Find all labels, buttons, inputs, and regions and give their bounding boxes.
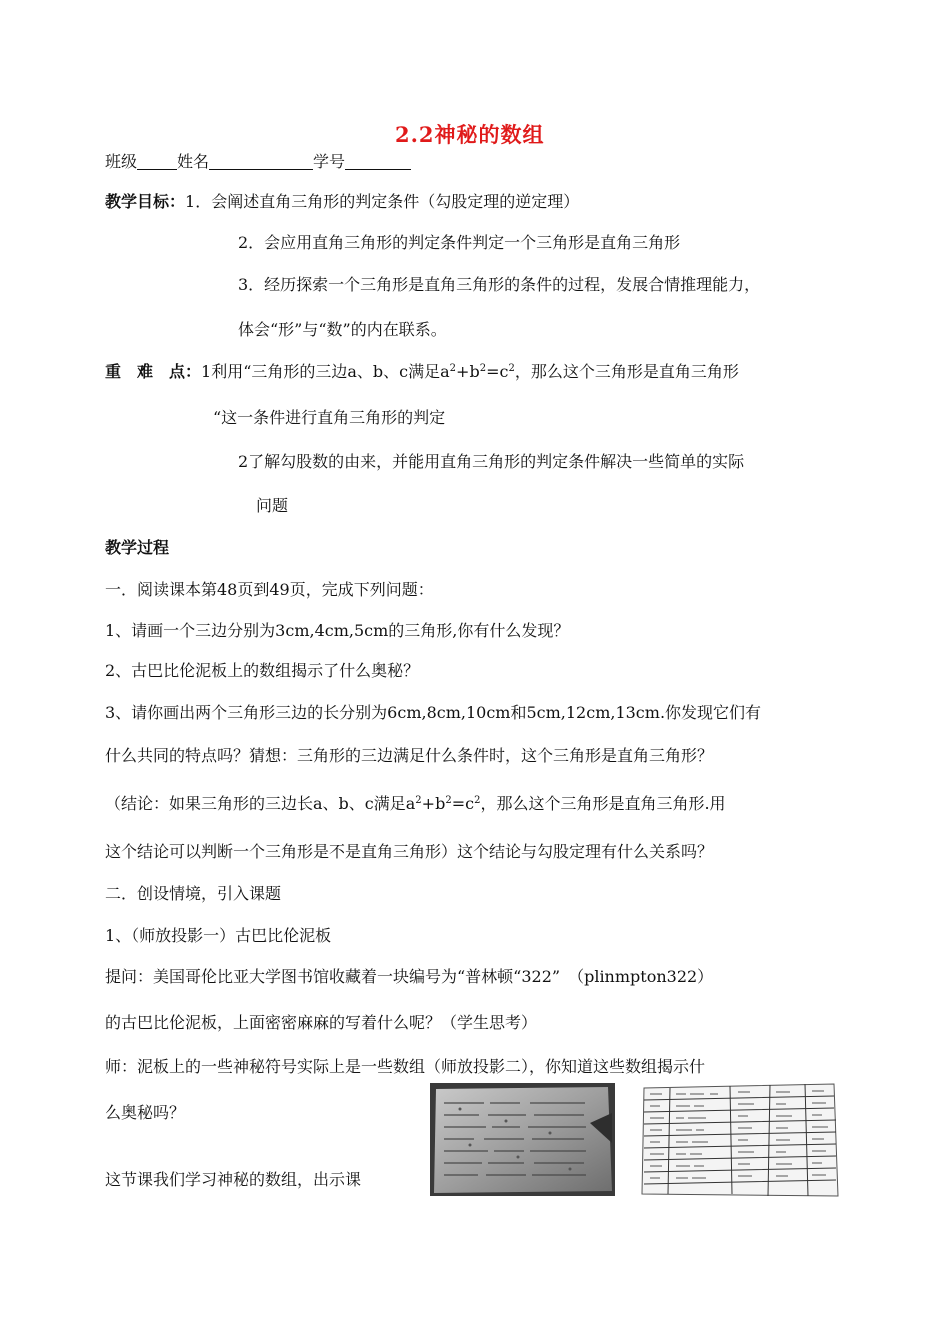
ask-line-2: 的古巴比伦泥板，上面密密麻麻的写着什么呢？（学生思考）	[105, 1013, 538, 1032]
question-2: 2、古巴比伦泥板上的数组揭示了什么奥秘？	[105, 661, 420, 680]
objective-2: 2．会应用直角三角形的判定条件判定一个三角形是直角三角形	[238, 233, 681, 252]
key-point-line-1: 重 难 点：1利用“三角形的三边a、b、c满足$a^2+b^2=c^2$，那么这个三角形是直角三角形	[105, 362, 739, 381]
number-table-image	[640, 1080, 840, 1200]
teacher-line-2: 么奥秘吗？	[105, 1103, 186, 1122]
section-1-heading: 一．阅读课本第48页到49页，完成下列问题：	[105, 580, 434, 599]
section-2-heading: 二．创设情境，引入课题	[105, 884, 282, 903]
id-blank[interactable]	[345, 153, 411, 170]
objective-1: 1．会阐述直角三角形的判定条件（勾股定理的逆定理）	[185, 192, 580, 211]
objective-3a: 3．经历探索一个三角形是直角三角形的条件的过程，发展合情推理能力，	[238, 275, 761, 294]
final-line: 这节课我们学习神秘的数组，出示课	[105, 1170, 362, 1189]
name-blank[interactable]	[209, 153, 313, 170]
teacher-line-1: 师：泥板上的一些神秘符号实际上是一些数组（师放投影二），你知道这些数组揭示什	[105, 1057, 706, 1076]
class-label: 班级	[105, 152, 138, 171]
conclusion-line-2: 这个结论可以判断一个三角形是不是直角三角形）这个结论与勾股定理有什么关系吗？	[105, 842, 714, 861]
key-point-2a: 2了解勾股数的由来，并能用直角三角形的判定条件解决一些简单的实际	[238, 452, 745, 471]
question-3b: 什么共同的特点吗？猜想：三角形的三边满足什么条件时，这个三角形是直角三角形？	[105, 746, 714, 765]
clay-tablet-image	[430, 1083, 615, 1196]
key-point-1-cont: “这一条件进行直角三角形的判定	[213, 408, 446, 427]
key-points-label: 重 难 点：	[105, 362, 202, 381]
page-title: 2.2神秘的数组	[395, 122, 545, 147]
question-1: 1、请画一个三边分别为3cm,4cm,5cm的三角形,你有什么发现？	[105, 621, 570, 640]
objective-line-1	[105, 192, 579, 211]
question-3a: 3、请你画出两个三角形三边的长分别为6cm,8cm,10cm和5cm,12cm,13cm.你发现它们有	[105, 703, 762, 722]
student-info-line	[105, 152, 411, 171]
name-label: 姓名	[177, 152, 210, 171]
conclusion-line-1: （结论：如果三角形的三边长a、b、c满足$a^2+b^2=c^2$，那么这个三角形是直角三角形.用	[105, 794, 726, 813]
class-blank[interactable]	[137, 153, 177, 170]
objectives-label: 教学目标：	[105, 192, 186, 211]
key-point-2b: 问题	[256, 496, 289, 515]
point-1: 1、（师放投影一）古巴比伦泥板	[105, 926, 332, 945]
id-label: 学号	[313, 152, 346, 171]
process-heading: 教学过程	[105, 538, 170, 557]
ask-line-1: 提问：美国哥伦比亚大学图书馆收藏着一块编号为“普林顿“322” （plinmpton322）	[105, 967, 714, 986]
objective-3b: 体会“形”与“数”的内在联系。	[238, 320, 447, 339]
